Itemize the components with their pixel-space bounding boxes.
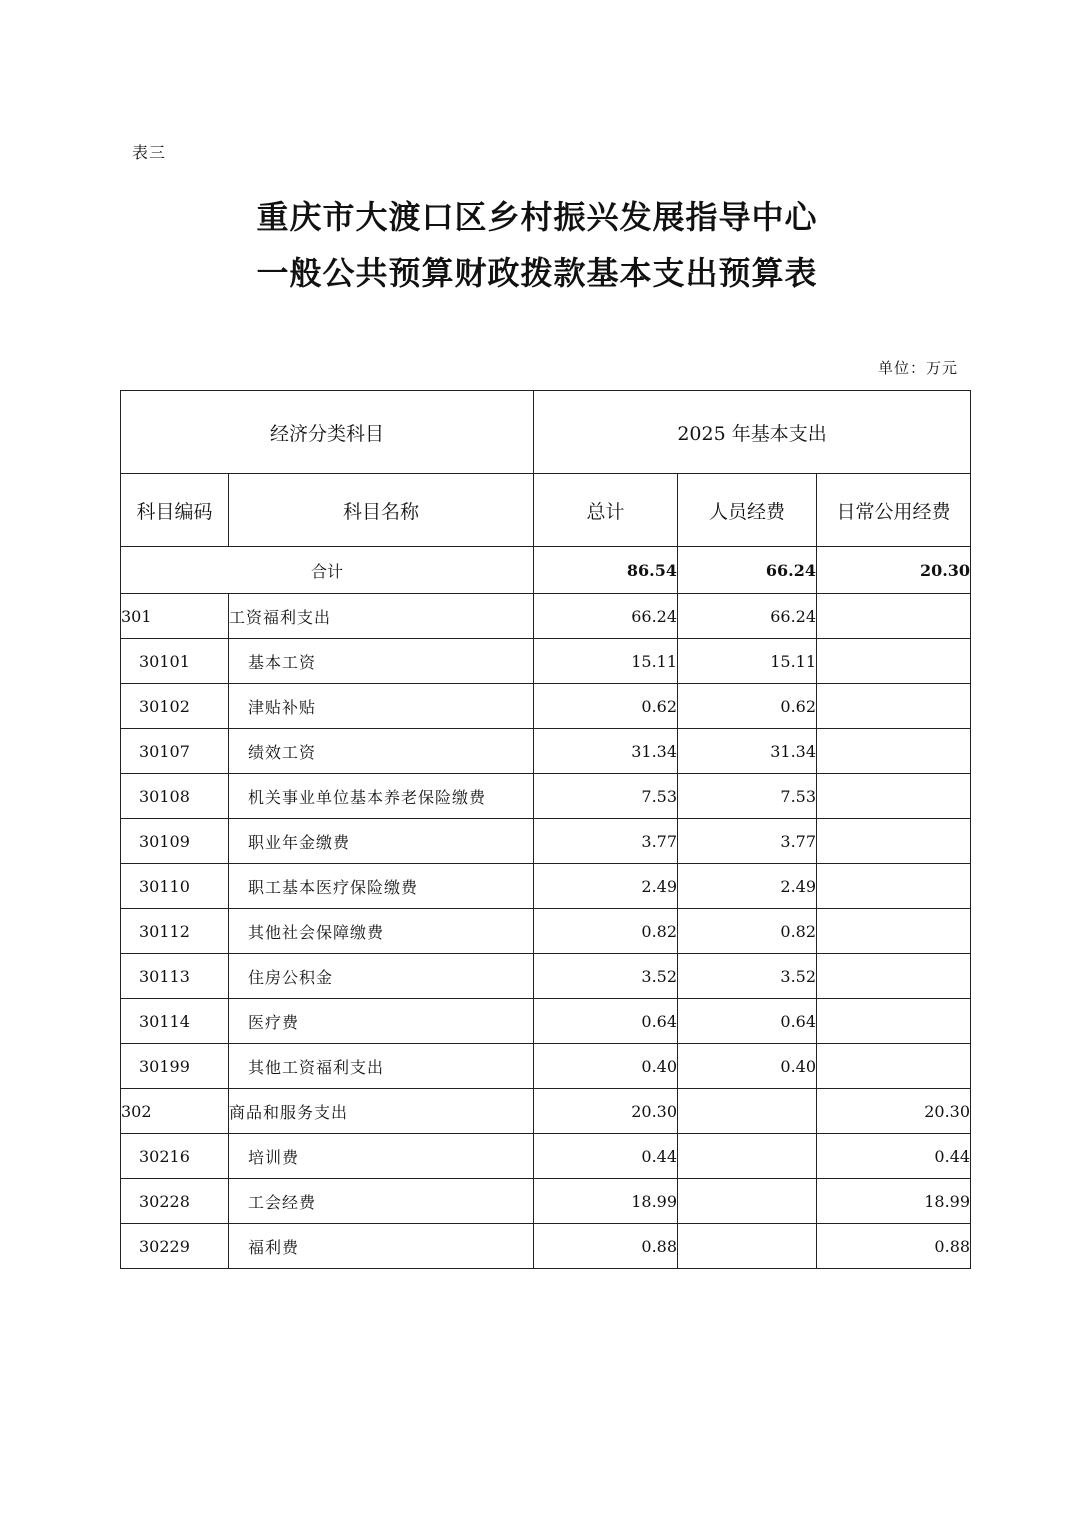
row-name: 培训费 <box>229 1134 534 1179</box>
header-code: 科目编码 <box>121 474 229 547</box>
row-public <box>817 909 971 954</box>
table-row <box>121 1224 971 1269</box>
row-public <box>817 864 971 909</box>
row-public <box>817 594 971 639</box>
row-total: 0.44 <box>534 1134 678 1179</box>
row-code: 30199 <box>121 1044 229 1089</box>
row-public <box>817 729 971 774</box>
row-name: 基本工资 <box>229 639 534 684</box>
budget-table <box>120 390 971 1269</box>
row-name: 住房公积金 <box>229 954 534 999</box>
table-body <box>121 547 971 1269</box>
row-personnel: 3.77 <box>678 819 817 864</box>
row-code: 302 <box>121 1089 229 1134</box>
header-row-columns <box>121 474 971 547</box>
row-personnel: 15.11 <box>678 639 817 684</box>
row-total: 0.64 <box>534 999 678 1044</box>
row-personnel: 0.82 <box>678 909 817 954</box>
row-code: 30113 <box>121 954 229 999</box>
table-row <box>121 864 971 909</box>
row-public: 0.44 <box>817 1134 971 1179</box>
row-total: 31.34 <box>534 729 678 774</box>
row-name: 绩效工资 <box>229 729 534 774</box>
row-total: 18.99 <box>534 1179 678 1224</box>
row-total: 0.62 <box>534 684 678 729</box>
row-public <box>817 819 971 864</box>
row-total: 0.82 <box>534 909 678 954</box>
page-title-line1: 重庆市大渡口区乡村振兴发展指导中心 <box>256 198 818 236</box>
row-code: 30107 <box>121 729 229 774</box>
row-public <box>817 999 971 1044</box>
row-code: 30109 <box>121 819 229 864</box>
row-code: 30101 <box>121 639 229 684</box>
row-name: 商品和服务支出 <box>229 1089 534 1134</box>
row-code: 301 <box>121 594 229 639</box>
row-personnel: 31.34 <box>678 729 817 774</box>
row-public <box>817 774 971 819</box>
row-code: 30110 <box>121 864 229 909</box>
header-public: 日常公用经费 <box>817 474 971 547</box>
row-personnel <box>678 1089 817 1134</box>
row-code: 30228 <box>121 1179 229 1224</box>
row-personnel: 7.53 <box>678 774 817 819</box>
row-name: 工会经费 <box>229 1179 534 1224</box>
header-econ-class: 经济分类科目 <box>121 391 534 474</box>
total-public: 20.30 <box>817 547 971 594</box>
row-public <box>817 639 971 684</box>
header-row-group <box>121 391 971 474</box>
header-personnel: 人员经费 <box>678 474 817 547</box>
row-code: 30216 <box>121 1134 229 1179</box>
table-row <box>121 729 971 774</box>
row-total: 0.40 <box>534 1044 678 1089</box>
row-total: 3.77 <box>534 819 678 864</box>
row-total: 2.49 <box>534 864 678 909</box>
row-code: 30102 <box>121 684 229 729</box>
row-personnel: 0.40 <box>678 1044 817 1089</box>
table-row <box>121 819 971 864</box>
unit-label: 单位：万元 <box>877 359 958 377</box>
table-row <box>121 594 971 639</box>
row-personnel <box>678 1179 817 1224</box>
doc-label: 表三 <box>132 143 167 162</box>
row-personnel: 66.24 <box>678 594 817 639</box>
row-public <box>817 684 971 729</box>
row-name: 其他社会保障缴费 <box>229 909 534 954</box>
row-personnel: 0.62 <box>678 684 817 729</box>
table-row <box>121 1089 971 1134</box>
row-total: 3.52 <box>534 954 678 999</box>
row-code: 30108 <box>121 774 229 819</box>
table-row <box>121 954 971 999</box>
row-name: 津贴补贴 <box>229 684 534 729</box>
row-personnel: 3.52 <box>678 954 817 999</box>
row-name: 职工基本医疗保险缴费 <box>229 864 534 909</box>
row-code: 30229 <box>121 1224 229 1269</box>
row-personnel: 2.49 <box>678 864 817 909</box>
row-total: 66.24 <box>534 594 678 639</box>
row-name: 工资福利支出 <box>229 594 534 639</box>
row-total: 0.88 <box>534 1224 678 1269</box>
table-row <box>121 639 971 684</box>
row-total: 15.11 <box>534 639 678 684</box>
row-personnel <box>678 1224 817 1269</box>
row-public <box>817 1044 971 1089</box>
row-name: 福利费 <box>229 1224 534 1269</box>
table-row <box>121 774 971 819</box>
page-title-line2: 一般公共预算财政拨款基本支出预算表 <box>256 254 818 292</box>
table-row <box>121 999 971 1044</box>
row-public: 18.99 <box>817 1179 971 1224</box>
row-public: 0.88 <box>817 1224 971 1269</box>
row-name: 医疗费 <box>229 999 534 1044</box>
total-personnel: 66.24 <box>678 547 817 594</box>
header-name: 科目名称 <box>229 474 534 547</box>
row-personnel <box>678 1134 817 1179</box>
total-label: 合计 <box>121 547 534 594</box>
row-name: 职业年金缴费 <box>229 819 534 864</box>
table-row <box>121 1179 971 1224</box>
row-code: 30112 <box>121 909 229 954</box>
header-year-expense: 2025 年基本支出 <box>534 391 971 474</box>
table-row <box>121 1044 971 1089</box>
row-code: 30114 <box>121 999 229 1044</box>
row-public: 20.30 <box>817 1089 971 1134</box>
header-total: 总计 <box>534 474 678 547</box>
row-name: 其他工资福利支出 <box>229 1044 534 1089</box>
row-total: 7.53 <box>534 774 678 819</box>
table-row <box>121 684 971 729</box>
total-total: 86.54 <box>534 547 678 594</box>
total-row <box>121 547 971 594</box>
table-row <box>121 909 971 954</box>
row-total: 20.30 <box>534 1089 678 1134</box>
row-public <box>817 954 971 999</box>
row-name: 机关事业单位基本养老保险缴费 <box>229 774 534 819</box>
row-personnel: 0.64 <box>678 999 817 1044</box>
table-row <box>121 1134 971 1179</box>
